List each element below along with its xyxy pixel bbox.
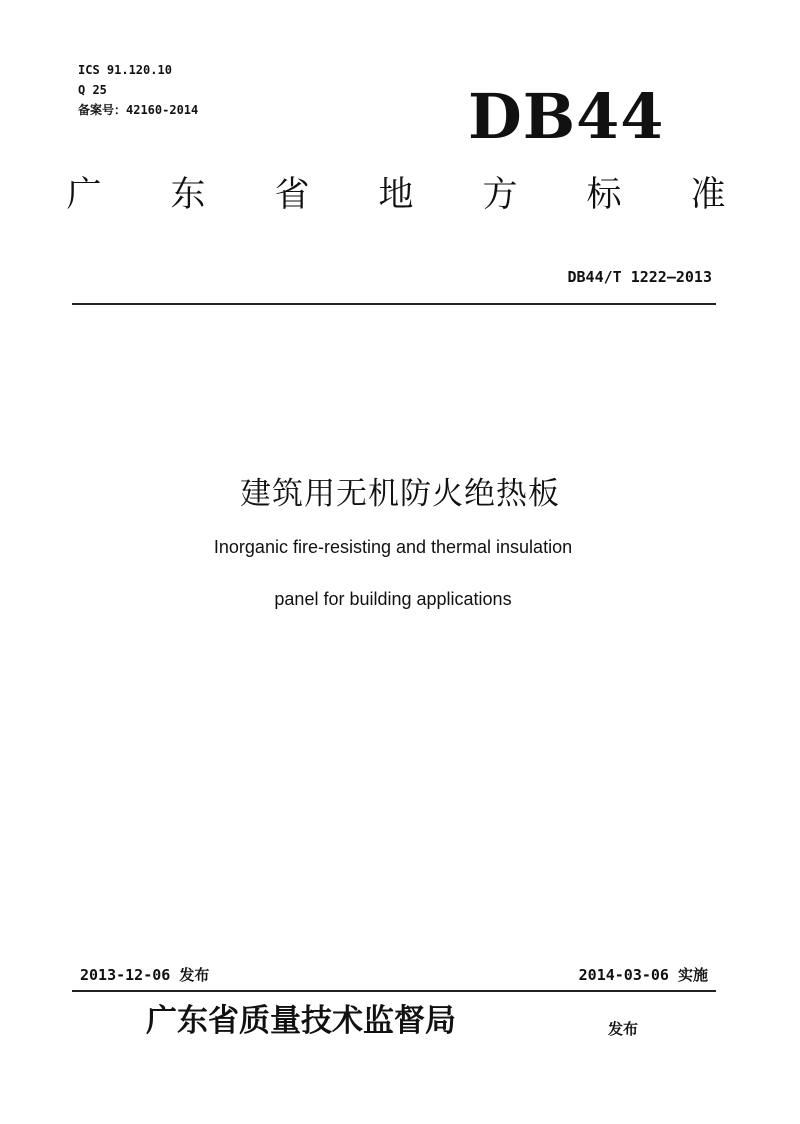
standard-type-char: 地 <box>378 175 414 215</box>
issuing-authority: 广东省质量技术监督局 <box>146 1003 456 1039</box>
implementation-date: 2014-03-06 实施 <box>578 966 708 984</box>
standard-type-char: 准 <box>690 175 726 215</box>
standard-type-heading <box>62 175 730 215</box>
classification-block <box>78 60 198 120</box>
db-mark: DB44 <box>468 80 665 153</box>
document-title-english-line1: Inorganic fire-resisting and thermal insulation <box>213 537 573 557</box>
bottom-divider <box>72 990 716 992</box>
standard-type-char: 标 <box>586 175 622 215</box>
standard-type-char: 东 <box>170 175 206 215</box>
document-title-chinese: 建筑用无机防火绝热板 <box>240 476 560 512</box>
standard-type-char: 省 <box>274 175 310 215</box>
standard-number: DB44/T 1222—2013 <box>567 268 712 286</box>
standard-type-char: 方 <box>482 175 518 215</box>
ics-code: ICS 91.120.10 <box>78 63 172 77</box>
issuing-authority-suffix: 发布 <box>608 1020 639 1038</box>
top-divider <box>72 303 716 305</box>
standard-type-char: 广 <box>66 175 102 215</box>
filing-number: 备案号：42160-2014 <box>78 103 199 117</box>
document-title-english-line2: panel for building applications <box>274 589 512 609</box>
ccs-code: Q 25 <box>78 83 107 97</box>
issue-date: 2013-12-06 发布 <box>80 966 210 984</box>
